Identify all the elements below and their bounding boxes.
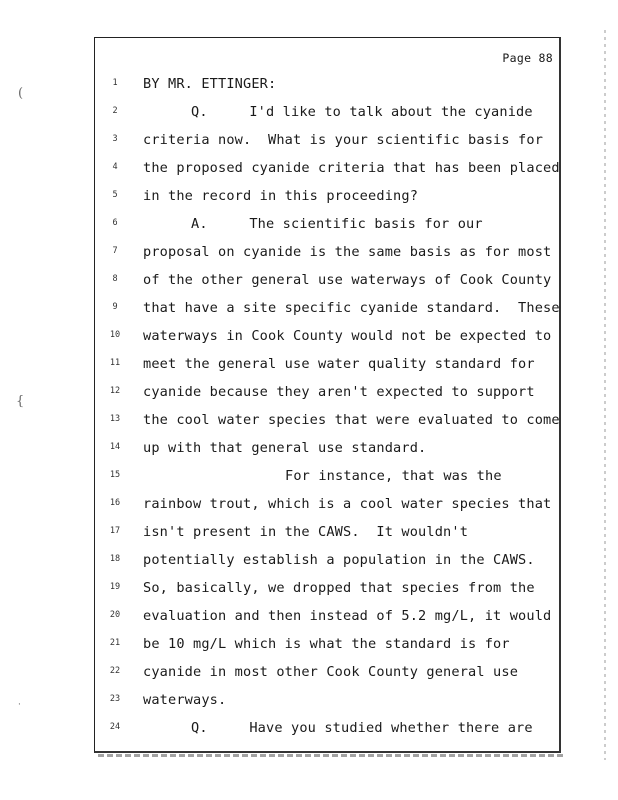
line-number: 3 <box>112 134 118 144</box>
line-text: the cool water species that were evaluated to come <box>143 412 560 428</box>
line-number: 18 <box>109 554 121 564</box>
transcript-line <box>95 663 559 691</box>
margin-mark-bottom: · <box>18 700 21 710</box>
transcript-line <box>95 579 559 607</box>
line-text: waterways in Cook County would not be expected to <box>143 328 552 344</box>
transcript-line <box>95 467 559 495</box>
line-text: proposal on cyanide is the same basis as for most <box>143 244 552 260</box>
line-text: evaluation and then instead of 5.2 mg/L, it would <box>143 608 552 624</box>
transcript-line <box>95 103 559 131</box>
line-text: the proposed cyanide criteria that has been placed <box>143 160 560 176</box>
line-number: 21 <box>109 638 121 648</box>
transcript-line <box>95 495 559 523</box>
margin-mark-top: ( <box>18 86 24 101</box>
line-number: 10 <box>109 330 121 340</box>
line-number: 24 <box>109 722 121 732</box>
transcript-line <box>95 215 559 243</box>
transcript-line <box>95 523 559 551</box>
line-text: isn't present in the CAWS. It wouldn't <box>143 524 469 540</box>
line-text: up with that general use standard. <box>143 440 427 456</box>
line-text: So, basically, we dropped that species from the <box>143 580 535 596</box>
transcript-line <box>95 75 559 103</box>
margin-mark-middle: { <box>16 394 25 409</box>
transcript-line <box>95 719 559 747</box>
line-text: BY MR. ETTINGER: <box>143 76 277 92</box>
transcript-line <box>95 411 559 439</box>
line-text: rainbow trout, which is a cool water species that <box>143 496 552 512</box>
transcript-line <box>95 607 559 635</box>
line-number: 12 <box>109 386 121 396</box>
line-number: 22 <box>109 666 121 676</box>
line-text: Q. Have you studied whether there are <box>191 720 533 736</box>
transcript-line <box>95 355 559 383</box>
line-number: 8 <box>112 274 118 284</box>
line-text: be 10 mg/L which is what the standard is for <box>143 636 510 652</box>
transcript-line <box>95 131 559 159</box>
line-number: 11 <box>109 358 121 368</box>
scan-edge <box>604 30 606 760</box>
transcript-line <box>95 383 559 411</box>
line-number: 23 <box>109 694 121 704</box>
transcript-page <box>94 37 561 753</box>
line-number: 15 <box>109 470 121 480</box>
line-number: 4 <box>112 162 118 172</box>
transcript-line <box>95 635 559 663</box>
line-number: 6 <box>112 218 118 228</box>
line-number: 9 <box>112 302 118 312</box>
line-number: 20 <box>109 610 121 620</box>
transcript-line <box>95 439 559 467</box>
line-number: 2 <box>112 106 118 116</box>
line-text: Q. I'd like to talk about the cyanide <box>191 104 533 120</box>
line-text: cyanide because they aren't expected to support <box>143 384 535 400</box>
transcript-line <box>95 327 559 355</box>
transcript-line <box>95 551 559 579</box>
transcript-line <box>95 243 559 271</box>
line-number: 16 <box>109 498 121 508</box>
line-text: waterways. <box>143 692 227 708</box>
line-number: 17 <box>109 526 121 536</box>
line-number: 13 <box>109 414 121 424</box>
transcript-line <box>95 187 559 215</box>
line-text: For instance, that was the <box>285 468 502 484</box>
line-text: that have a site specific cyanide standard. These <box>143 300 560 316</box>
line-text: A. The scientific basis for our <box>191 216 483 232</box>
line-number: 7 <box>112 246 118 256</box>
line-text: potentially establish a population in the CAWS. <box>143 552 535 568</box>
line-number: 14 <box>109 442 121 452</box>
transcript-line <box>95 691 559 719</box>
line-text: criteria now. What is your scientific basis for <box>143 132 544 148</box>
line-text: cyanide in most other Cook County general use <box>143 664 519 680</box>
page-number: Page 88 <box>502 51 553 65</box>
line-text: meet the general use water quality standard for <box>143 356 535 372</box>
line-text: in the record in this proceeding? <box>143 188 419 204</box>
line-text: of the other general use waterways of Cook County <box>143 272 552 288</box>
line-number: 1 <box>112 78 118 88</box>
transcript-line <box>95 159 559 187</box>
page-bottom-edge <box>98 754 564 757</box>
transcript-line <box>95 271 559 299</box>
line-number: 5 <box>112 190 118 200</box>
line-number: 19 <box>109 582 121 592</box>
transcript-line <box>95 299 559 327</box>
